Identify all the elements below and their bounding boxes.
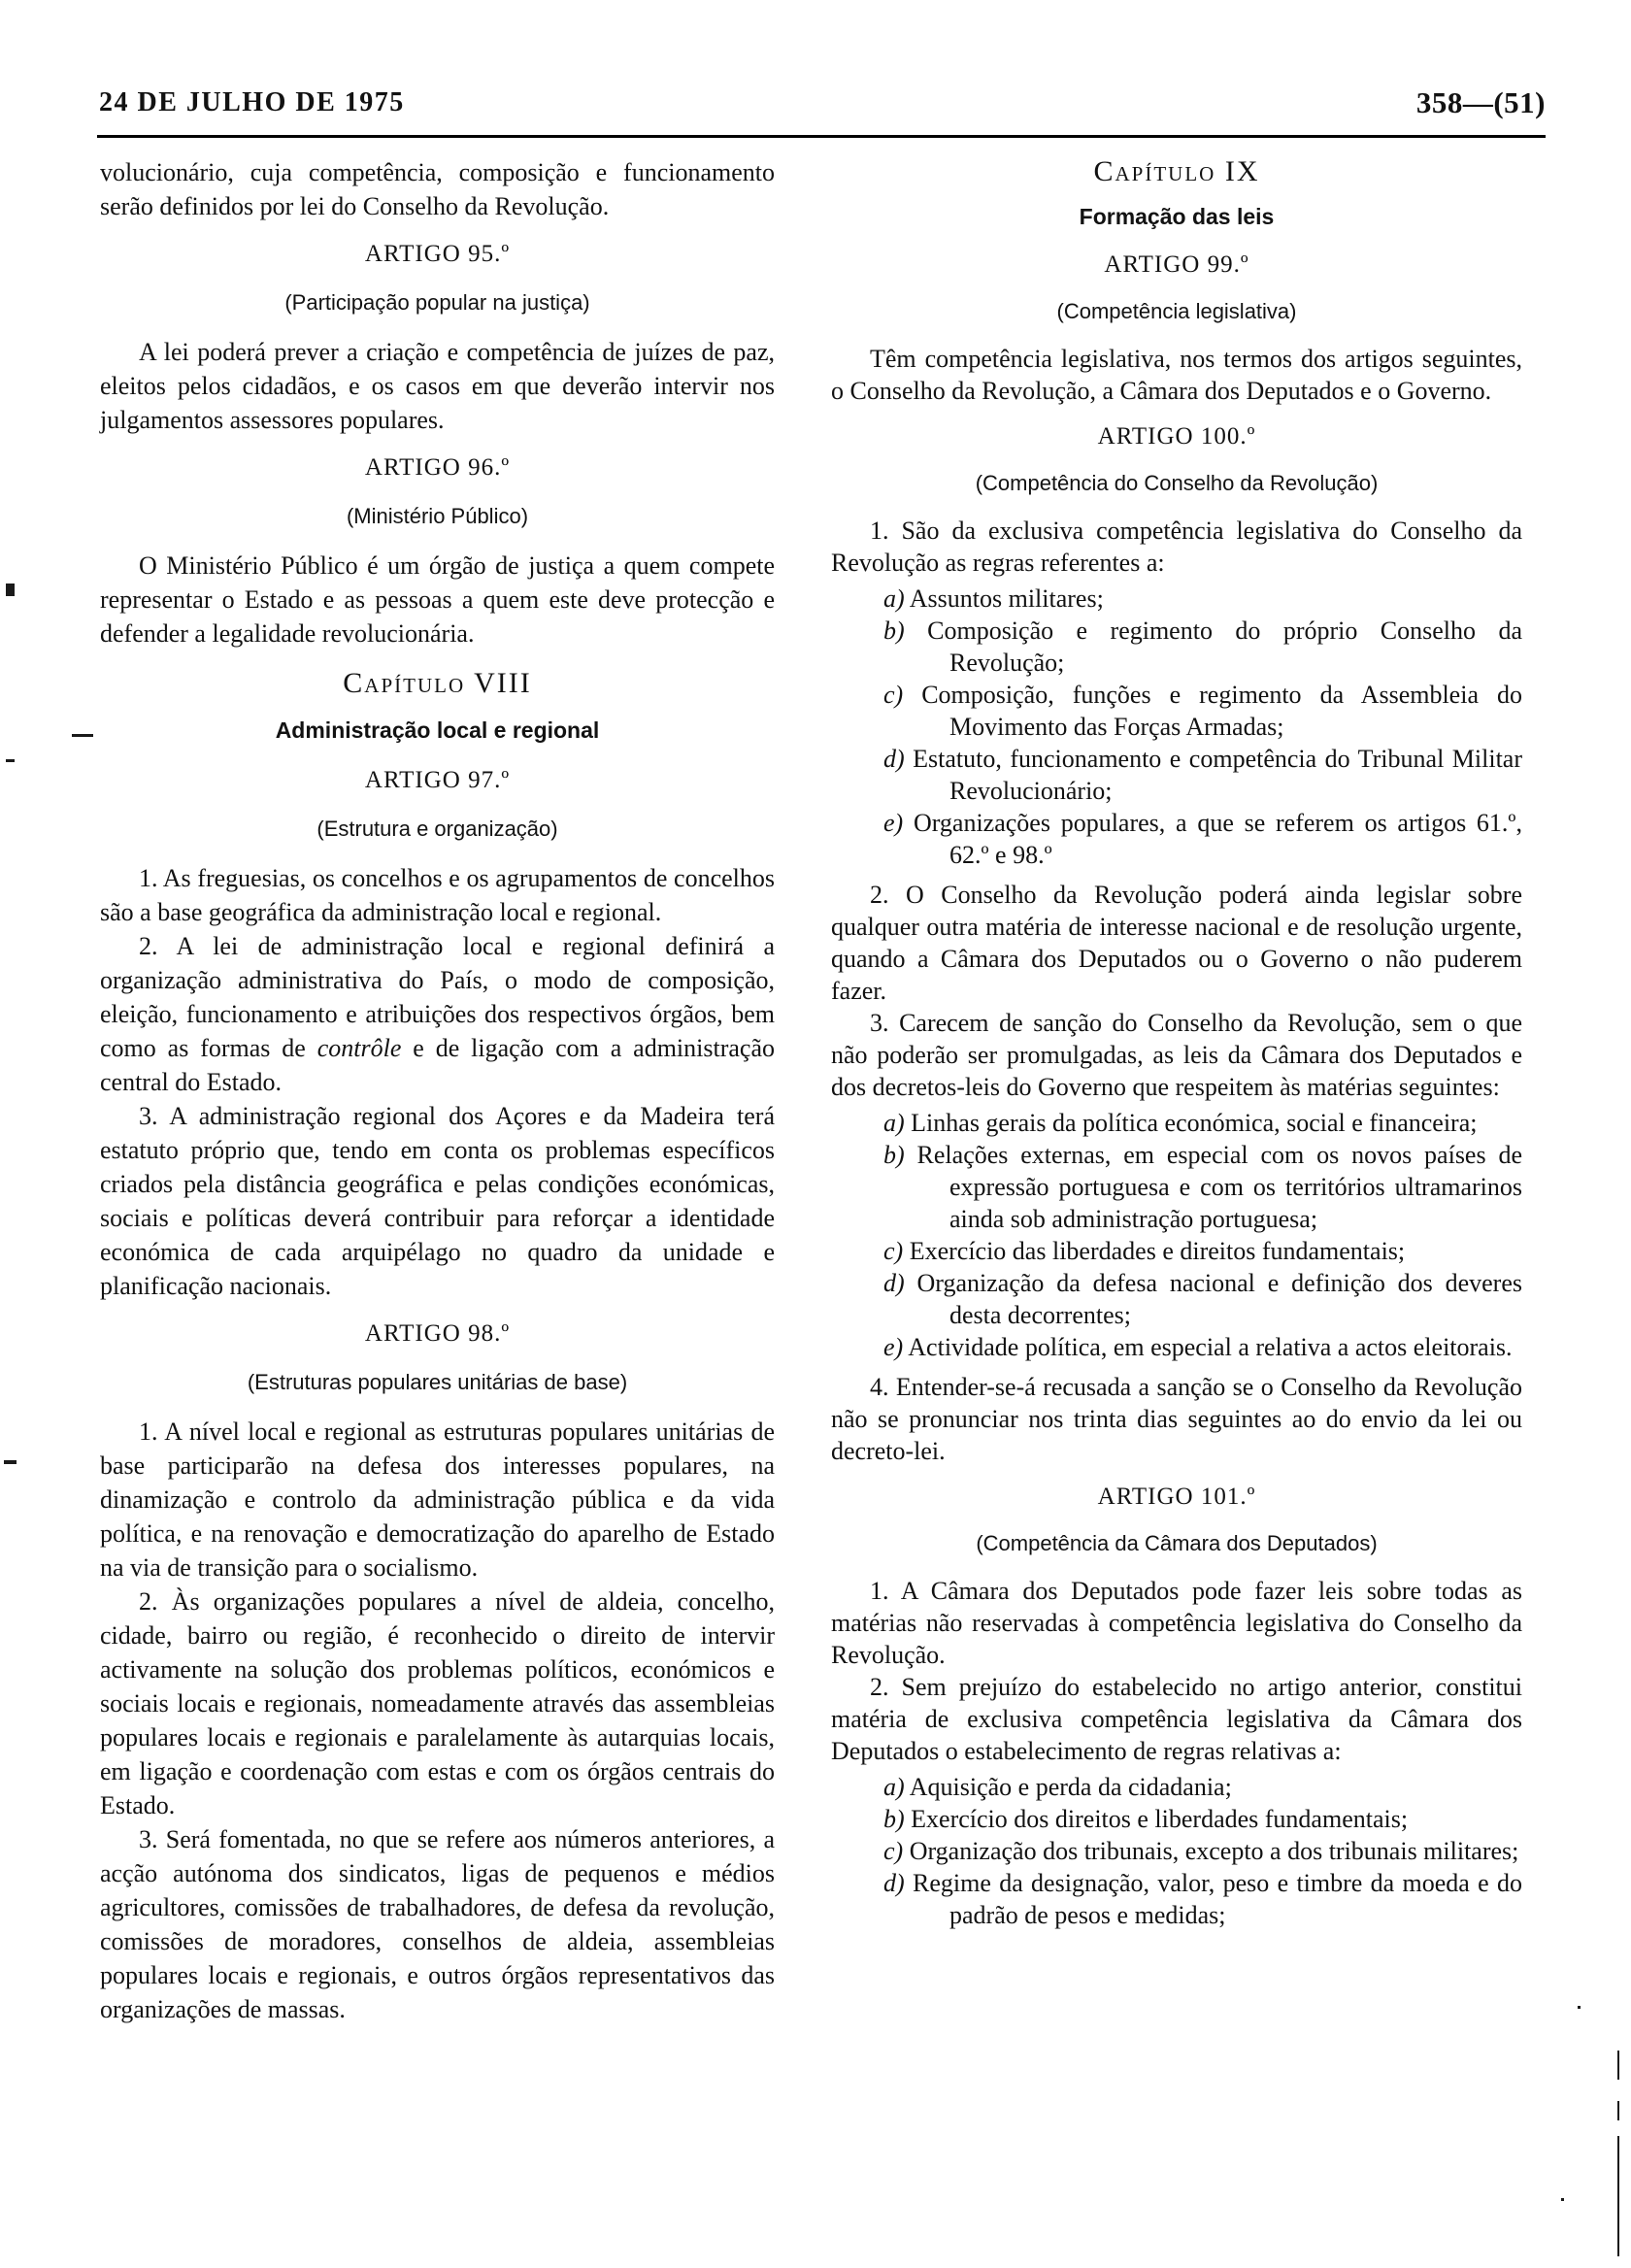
paragraph: 2. O Conselho da Revolução poderá ainda legislar sobre qualquer outra matéria de interesse nacional e de resolução urgente, quando a Câmara dos Deputados ou o Governo o não puderem fazer. (831, 881, 1522, 1005)
list-item-letter: a) (883, 584, 905, 613)
paragraph: volucionário, cuja competência, composição e funcionamento serão definidos por lei do Conselho da Revolução. (100, 158, 775, 220)
chapter-title: Administração local e regional (275, 717, 600, 743)
scan-artifact (1617, 2101, 1619, 2120)
artigo-heading: ARTIGO 100.º (1097, 423, 1256, 450)
list-item-letter: d) (883, 1269, 905, 1297)
list-item: c) Exercício das liberdades e direitos fundamentais; (883, 1237, 1406, 1265)
paragraph: 3. Será fomentada, no que se refere aos números anteriores, a acção autónoma dos sindicatos, ligas de pequenos e médios agricultores, comissões de trabalhadores, de defesa da revolução, comissões de moradores, conselhos de aldeia, assembleias populares locais e regionais, e outros órgãos representativos das organizações de massas. (100, 1825, 775, 2023)
list-item-letter: e) (883, 809, 904, 837)
list-item-letter: b) (883, 1805, 905, 1833)
list-item-letter: b) (883, 1141, 905, 1169)
scan-artifact (1617, 2051, 1619, 2080)
right-column (831, 155, 1522, 1939)
article-subtitle: (Ministério Público) (346, 504, 529, 528)
paragraph: 1. A Câmara dos Deputados pode fazer leis sobre todas as matérias não reservadas à competência legislativa do Conselho da Revolução. (831, 1577, 1522, 1669)
scan-artifact (1561, 2198, 1564, 2201)
scan-artifact (72, 734, 93, 737)
scan-artifact (4, 1460, 17, 1464)
header-date: 24 DE JULHO DE 1975 (99, 87, 405, 117)
header-rule (97, 135, 1546, 138)
chapter-title: Formação das leis (1079, 204, 1275, 229)
list-item-letter: c) (883, 1837, 904, 1865)
header-page-number: 358—(51) (1415, 85, 1546, 119)
artigo-heading: ARTIGO 96.º (364, 454, 511, 481)
list-item-letter: b) (883, 617, 905, 645)
list-item: b) Relações externas, em especial com os novos países de expressão portuguesa e com os territórios ultramarinos ainda sob administração portuguesa; (883, 1141, 1522, 1233)
article-subtitle: (Participação popular na justiça) (284, 290, 590, 315)
list-item: d) Regime da designação, valor, peso e timbre da moeda e do padrão de pesos e medidas; (883, 1869, 1522, 1929)
list-item: d) Organização da defesa nacional e definição dos deveres desta decorrentes; (883, 1269, 1522, 1329)
article-subtitle: (Competência do Conselho da Revolução) (975, 471, 1379, 495)
article-subtitle: (Competência legislativa) (1056, 299, 1297, 323)
list-item: e) Organizações populares, a que se referem os artigos 61.º, 62.º e 98.º (883, 809, 1522, 869)
article-subtitle: (Estruturas populares unitárias de base) (247, 1370, 628, 1394)
paragraph: 4. Entender-se-á recusada a sanção se o Conselho da Revolução não se pronunciar nos trinta dias seguintes ao do envio da lei ou decreto-lei. (831, 1373, 1522, 1465)
paragraph: O Ministério Público é um órgão de justiça a quem compete representar o Estado e as pessoas a quem este deve protecção e defender a legalidade revolucionária. (100, 551, 775, 648)
scan-artifact (1617, 2136, 1619, 2256)
chapter-heading: Capítulo VIII (343, 667, 532, 699)
paragraph: 2. Sem prejuízo do estabelecido no artigo anterior, constitui matéria de exclusiva competência legislativa da Câmara dos Deputados o estabelecimento de regras relativas a: (831, 1673, 1522, 1765)
list-item: c) Organização dos tribunais, excepto a dos tribunais militares; (883, 1837, 1519, 1865)
list-item: a) Aquisição e perda da cidadania; (883, 1773, 1232, 1801)
paragraph: 1. As freguesias, os concelhos e os agrupamentos de concelhos são a base geográfica da administração local e regional. (100, 864, 775, 926)
list-item: a) Assuntos militares; (883, 584, 1104, 613)
article-subtitle: (Competência da Câmara dos Deputados) (976, 1531, 1378, 1555)
list-item-letter: c) (883, 1237, 904, 1265)
list-item-letter: a) (883, 1773, 905, 1801)
paragraph: 1. São da exclusiva competência legislativa do Conselho da Revolução as regras referentes a: (831, 517, 1522, 577)
list-item: d) Estatuto, funcionamento e competência do Tribunal Militar Revolucionário; (883, 745, 1522, 805)
list-item: e) Actividade política, em especial a relativa a actos eleitorais. (883, 1333, 1513, 1361)
list-item: c) Composição, funções e regimento da Assembleia do Movimento das Forças Armadas; (883, 681, 1523, 741)
list-item: b) Composição e regimento do próprio Conselho da Revolução; (883, 617, 1523, 677)
list-item: a) Linhas gerais da política económica, social e financeira; (883, 1109, 1478, 1137)
artigo-heading: ARTIGO 99.º (1104, 251, 1249, 278)
paragraph: Têm competência legislativa, nos termos dos artigos seguintes, o Conselho da Revolução, a Câmara dos Deputados e o Governo. (831, 345, 1522, 405)
list-item: b) Exercício dos direitos e liberdades fundamentais; (883, 1805, 1409, 1833)
artigo-heading: ARTIGO 98.º (364, 1320, 511, 1347)
chapter-heading: Capítulo IX (1093, 155, 1260, 187)
scan-artifact (1578, 2006, 1581, 2009)
scan-artifact (6, 584, 15, 596)
artigo-heading: ARTIGO 97.º (364, 767, 511, 793)
paragraph: 3. Carecem de sanção do Conselho da Revolução, sem o que não poderão ser promulgadas, as leis da Câmara dos Deputados e dos decretos-leis do Governo que respeitem às matérias seguintes: (831, 1009, 1522, 1101)
article-subtitle: (Estrutura e organização) (316, 817, 558, 841)
list-item-letter: c) (883, 681, 904, 709)
list-item-letter: a) (883, 1109, 905, 1137)
artigo-heading: ARTIGO 95.º (364, 241, 511, 267)
artigo-heading: ARTIGO 101.º (1097, 1484, 1256, 1510)
list-item-letter: d) (883, 745, 905, 773)
paragraph: 2. A lei de administração local e regional definirá a organização administrativa do País, o modo de composição, eleição, funcionamento e atribuições dos respectivos órgãos, bem como as formas de contrôle e de ligação com a administração central do Estado. (100, 932, 775, 1096)
legal-list (831, 1771, 1522, 1931)
left-column (100, 155, 775, 2026)
scan-artifact (6, 759, 15, 762)
paragraph: 2. Às organizações populares a nível de aldeia, concelho, cidade, bairro ou região, é reconhecido o direito de intervir activamente na solução dos problemas políticos, económicos e sociais locais e regionais, nomeadamente através das assembleias populares locais e regionais e paralelamente às autarquias locais, em ligação e coordenação com estas e com os órgãos centrais do Estado. (100, 1587, 775, 1819)
legal-list (831, 1107, 1522, 1363)
paragraph: A lei poderá prever a criação e competência de juízes de paz, eleitos pelos cidadãos, e os casos em que deverão intervir nos julgamentos assessores populares. (100, 338, 775, 434)
list-item-letter: e) (883, 1333, 904, 1361)
legal-list (831, 583, 1522, 871)
list-item-letter: d) (883, 1869, 905, 1897)
paragraph: 1. A nível local e regional as estruturas populares unitárias de base participarão na defesa dos interesses populares, na dinamização e controlo da administração pública e da vida política, e na renovação e democratização do aparelho de Estado na via de transição para o socialismo. (100, 1418, 775, 1582)
paragraph: 3. A administração regional dos Açores e da Madeira terá estatuto próprio que, tendo em conta os problemas específicos criados pela distância geográfica e pelas condições económicas, sociais e políticas deverá contribuir para reforçar a identidade económica de cada arquipélago no quadro da unidade e planificação nacionais. (100, 1102, 775, 1300)
